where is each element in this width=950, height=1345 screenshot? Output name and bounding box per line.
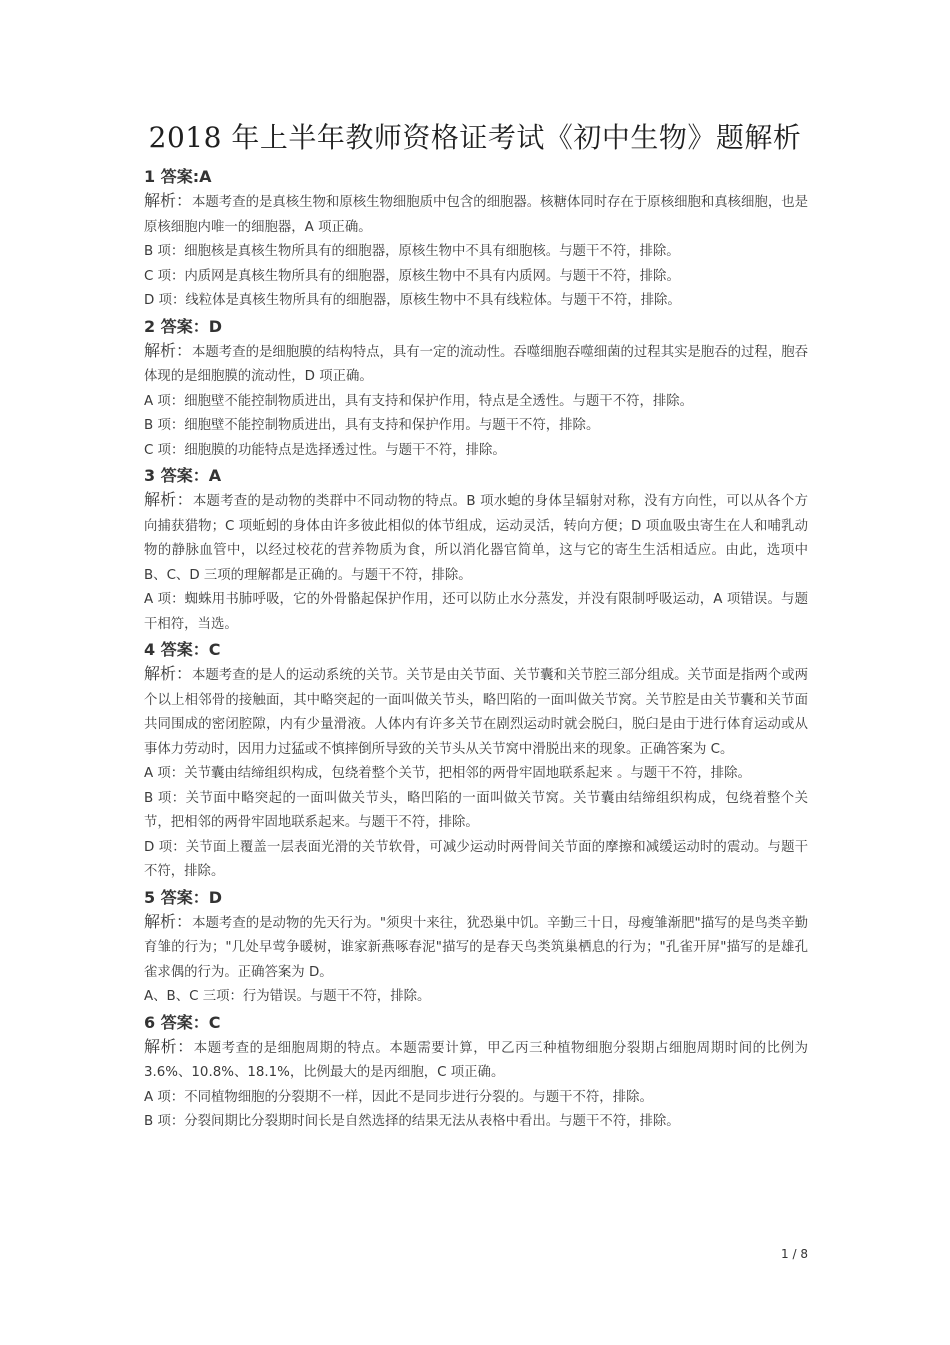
analysis-label: 解析： — [144, 664, 193, 683]
option-explanation: D 项：关节面上覆盖一层表面光滑的关节软骨，可减少运动时两骨间关节面的摩擦和减缓运动时的震动。与题干不符，排除。 — [144, 839, 808, 879]
analysis-text: 本题考查的是动物的先天行为。"须臾十来往，犹恐巢中饥。辛勤三十日，母瘦雏渐肥"描写的是鸟类辛勤育雏的行为；"几处早莺争暖树，谁家新燕啄春泥"描写的是春天鸟类筑巢栖息的行为；"孔雀开屏"描写的是雄孔雀求偶的行为。正确答案为 D。 — [144, 915, 808, 980]
question-block — [144, 1010, 808, 1135]
question-block — [144, 885, 808, 1010]
question-block — [144, 463, 808, 637]
analysis-label: 解析： — [144, 340, 193, 360]
analysis-paragraph — [144, 910, 808, 986]
option-explanation: A 项：细胞壁不能控制物质进出，具有支持和保护作用，特点是全透性。与题干不符，排除。 — [144, 393, 694, 409]
answer-line: 6 答案：C — [144, 1012, 221, 1032]
analysis-paragraph — [144, 1035, 808, 1086]
analysis-text: 本题考查的是真核生物和原核生物细胞质中包含的细胞器。核糖体同时存在于原核细胞和真核细胞，也是原核细胞内唯一的细胞器，A 项正确。 — [144, 195, 808, 235]
option-explanation: B 项：细胞壁不能控制物质进出，具有支持和保护作用。与题干不符，排除。 — [144, 418, 600, 433]
option-explanation: B 项：关节面中略突起的一面叫做关节头，略凹陷的一面叫做关节窝。关节囊由结缔组织构成，包绕着整个关节，把相邻的两骨牢固地联系起来。与题干不符，排除。 — [144, 790, 808, 830]
analysis-paragraph — [144, 662, 808, 762]
answer-line: 4 答案：C — [144, 640, 221, 659]
answer-line: 5 答案：D — [144, 887, 222, 907]
analysis-label: 解析： — [144, 191, 193, 210]
option-explanation: C 项：内质网是真核生物所具有的细胞器，原核生物中不具有内质网。与题干不符，排除。 — [144, 268, 680, 284]
page-number: 1 / 8 — [781, 1247, 808, 1261]
answer-line: 3 答案：A — [144, 466, 222, 485]
document-title: 2018 年上半年教师资格证考试《初中生物》题解析 — [148, 121, 802, 154]
option-explanation: C 项：细胞膜的功能特点是选择透过性。与题干不符，排除。 — [144, 442, 506, 458]
analysis-label: 解析： — [144, 911, 193, 931]
question-block — [144, 164, 808, 314]
option-explanation: A、B、C 三项：行为错误。与题干不符，排除。 — [144, 989, 431, 1004]
analysis-text: 本题考查的是细胞膜的结构特点，具有一定的流动性。吞噬细胞吞噬细菌的过程其实是胞吞的过程，胞吞体现的是细胞膜的流动性，D 项正确。 — [144, 344, 808, 384]
question-block — [144, 314, 808, 464]
analysis-paragraph — [144, 189, 808, 240]
analysis-text: 本题考查的是人的运动系统的关节。关节是由关节面、关节囊和关节腔三部分组成。关节面是指两个或两个以上相邻骨的接触面，其中略突起的一面叫做关节头，略凹陷的一面叫做关节窝。关节腔是由关节囊和关节面共同围成的密闭腔隙，内有少量滑液。人体内有许多关节在剧烈运动时就会脱臼，脱臼是由于进行体育运动或从事体力劳动时，因用力过猛或不慎摔倒所导致的关节头从关节窝中滑脱出来的现象。正确答案为 C。 — [144, 668, 808, 757]
analysis-label: 解析： — [144, 1036, 194, 1056]
analysis-paragraph — [144, 339, 808, 390]
analysis-label: 解析： — [144, 490, 193, 509]
option-explanation: D 项：线粒体是真核生物所具有的细胞器，原核生物中不具有线粒体。与题干不符，排除。 — [144, 293, 681, 308]
option-explanation: B 项：分裂间期比分裂期时间长是自然选择的结果无法从表格中看出。与题干不符，排除。 — [144, 1114, 680, 1129]
analysis-text: 本题考查的是细胞周期的特点。本题需要计算，甲乙丙三种植物细胞分裂期占细胞周期时间的比例为 3.6%、10.8%、18.1%，比例最大的是丙细胞，C 项正确。 — [144, 1040, 808, 1080]
option-explanation: A 项：蜘蛛用书肺呼吸，它的外骨骼起保护作用，还可以防止水分蒸发，并没有限制呼吸运动，A 项错误。与题干相符，当选。 — [144, 592, 808, 632]
question-block — [144, 637, 808, 885]
analysis-paragraph — [144, 488, 808, 588]
option-explanation: B 项：细胞核是真核生物所具有的细胞器，原核生物中不具有细胞核。与题干不符，排除。 — [144, 244, 680, 259]
answer-line: 2 答案：D — [144, 316, 222, 336]
analysis-text: 本题考查的是动物的类群中不同动物的特点。B 项水螅的身体呈辐射对称，没有方向性，可以从各个方向捕获猎物；C 项蚯蚓的身体由许多彼此相似的体节组成，运动灵活，转向方便；D 项血吸虫寄生在人和哺乳动物的静脉血管中，以经过校花的营养物质为食，所以消化器官简单，这与它的寄生生活相适应。由此，选项中 B、C、D 三项的理解都是正确的。与题干不符，排除。 — [144, 494, 808, 583]
option-explanation: A 项：不同植物细胞的分裂期不一样，因此不是同步进行分裂的。与题干不符，排除。 — [144, 1089, 653, 1105]
option-explanation: A 项：关节囊由结缔组织构成，包绕着整个关节，把相邻的两骨牢固地联系起来 。与题干不符，排除。 — [144, 766, 751, 781]
answer-line: 1 答案:A — [144, 167, 212, 186]
question-list — [144, 164, 808, 1135]
